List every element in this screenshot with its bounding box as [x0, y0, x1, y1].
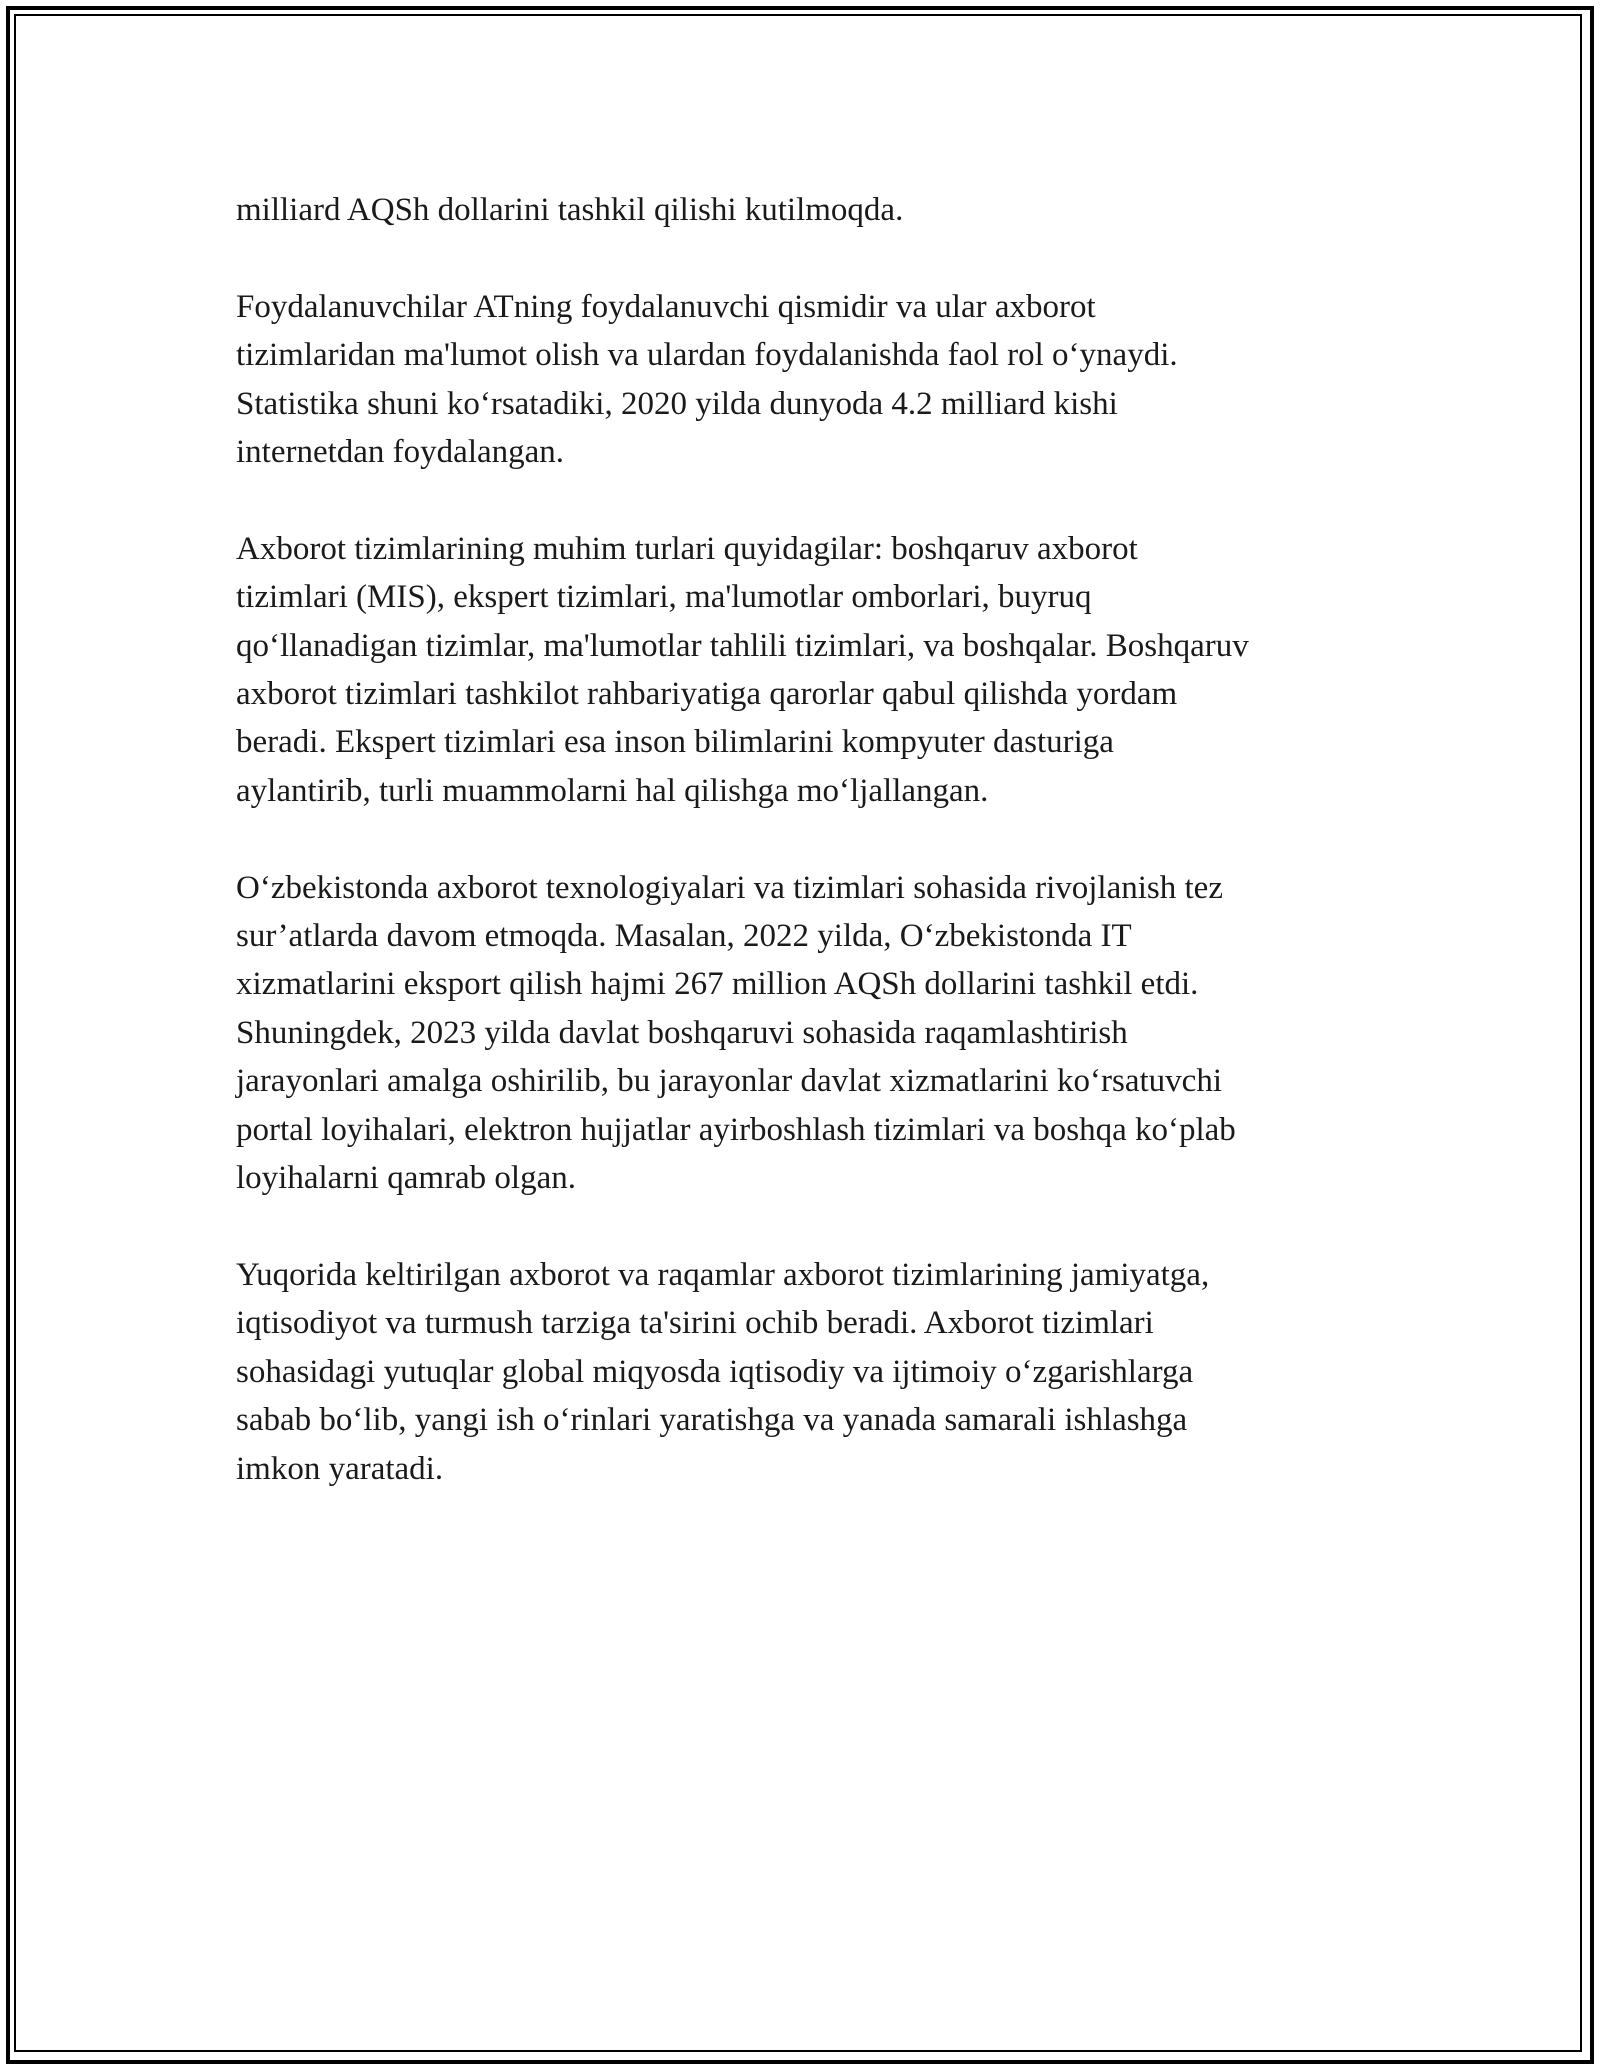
text-line: tizimlaridan ma'lumot olish va ulardan foydalanishda faol rol o‘ynaydi. [236, 337, 1178, 374]
text-line: Shuningdek, 2023 yilda davlat boshqaruvi sohasida raqamlashtirish [236, 1014, 1128, 1051]
text-line: sohasidagi yutuqlar global miqyosda iqtisodiy va ijtimoiy o‘zgarishlarga [236, 1353, 1194, 1390]
text-line: iqtisodiyot va turmush tarziga ta'sirini ochib beradi. Axborot tizimlari [236, 1305, 1154, 1342]
paragraph-2 [236, 283, 1396, 477]
paragraph-3 [236, 525, 1396, 815]
text-line: axborot tizimlari tashkilot rahbariyatiga qarorlar qabul qilishda yordam [236, 676, 1178, 713]
text-line: jarayonlari amalga oshirilib, bu jarayonlar davlat xizmatlarini ko‘rsatuvchi [236, 1063, 1222, 1100]
text-line: Yuqorida keltirilgan axborot va raqamlar axborot tizimlarining jamiyatga, [236, 1256, 1210, 1293]
text-line: qo‘llanadigan tizimlar, ma'lumotlar tahlili tizimlari, va boshqalar. Boshqaruv [236, 627, 1249, 664]
text-line: beradi. Ekspert tizimlari esa inson bilimlarini kompyuter dasturiga [236, 724, 1114, 761]
text-line: portal loyihalari, elektron hujjatlar ayirboshlash tizimlari va boshqa ko‘plab [236, 1111, 1236, 1148]
text-line: Axborot tizimlarining muhim turlari quyidagilar: boshqaruv axborot [236, 530, 1138, 567]
paragraph-4 [236, 864, 1396, 1203]
text-line: Statistika shuni ko‘rsatadiki, 2020 yilda dunyoda 4.2 milliard kishi [236, 385, 1118, 422]
text-line: tizimlari (MIS), ekspert tizimlari, ma'lumotlar omborlari, buyruq [236, 579, 1092, 616]
text-line: sur’atlarda davom etmoqda. Masalan, 2022 yilda, O‘zbekistonda IT [236, 918, 1132, 955]
text-line: sabab bo‘lib, yangi ish o‘rinlari yaratishga va yanada samarali ishlashga [236, 1402, 1188, 1439]
text-line: xizmatlarini eksport qilish hajmi 267 million AQSh dollarini tashkil etdi. [236, 966, 1199, 1003]
text-line: Foydalanuvchilar ATning foydalanuvchi qismidir va ular axborot [236, 288, 1096, 325]
paragraph-5 [236, 1251, 1396, 1493]
document-body [236, 186, 1396, 1541]
paragraph-1 [236, 186, 1396, 234]
text-line: O‘zbekistonda axborot texnologiyalari va tizimlari sohasida rivojlanish tez [236, 869, 1223, 906]
text-line: aylantirib, turli muammolarni hal qilishga mo‘ljallangan. [236, 772, 989, 809]
text-line: imkon yaratadi. [236, 1450, 444, 1487]
text-line: internetdan foydalangan. [236, 434, 565, 471]
text-line: loyihalarni qamrab olgan. [236, 1160, 576, 1197]
text-line: milliard AQSh dollarini tashkil qilishi kutilmoqda. [236, 192, 904, 228]
